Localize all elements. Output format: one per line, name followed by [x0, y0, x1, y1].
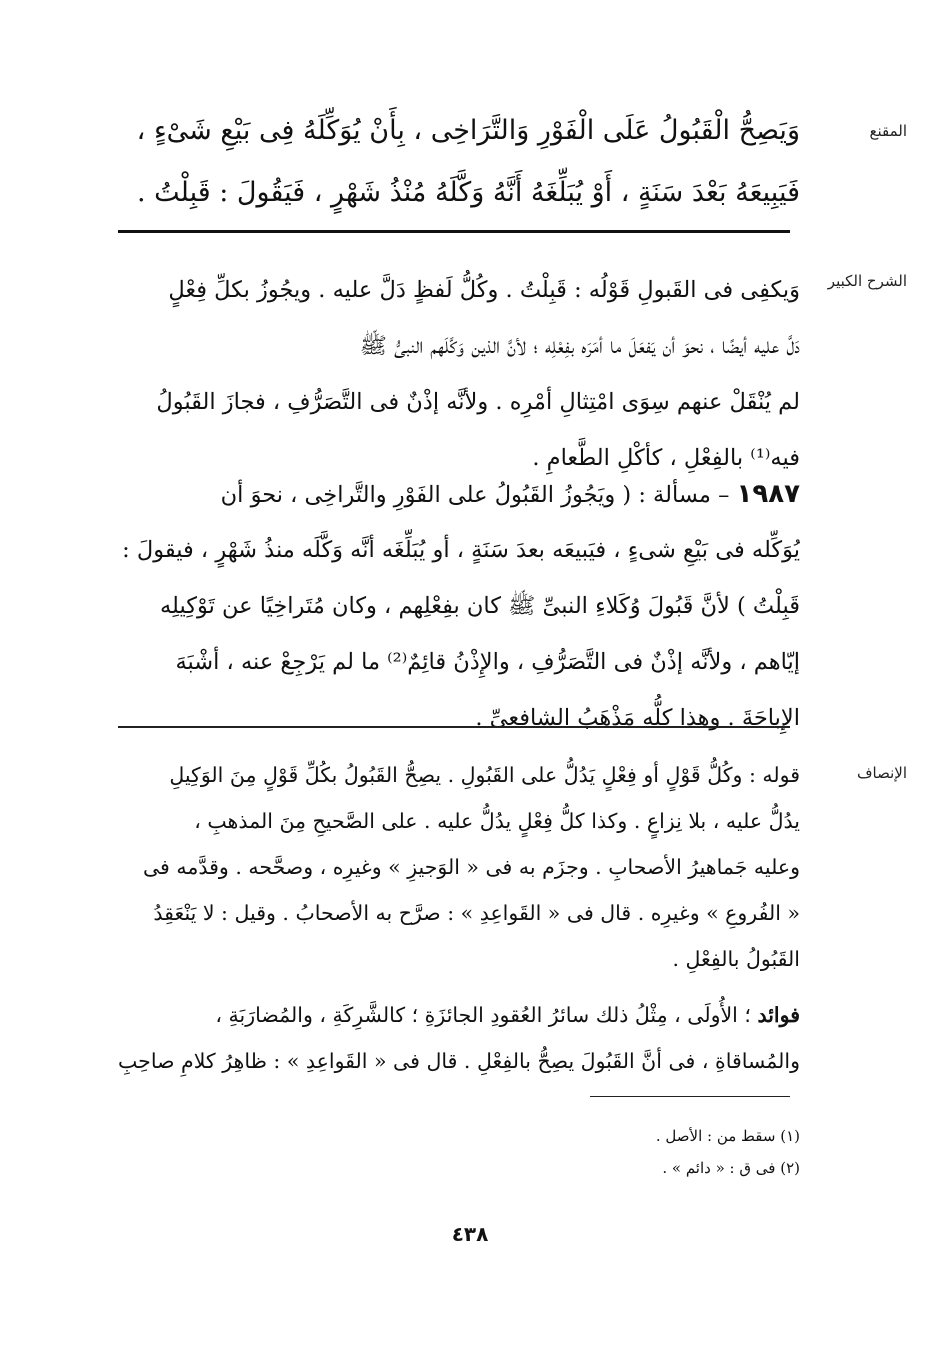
muqni-line-2: فَيَبِيعَهُ بَعْدَ سَنَةٍ ، أَوْ يُبَلِّغَهُ أَنَّهُ وَكَّلَهُ مُنْذُ شَهْرٍ ، فَيَقُولَ : قَبِلْتُ . [136, 177, 800, 208]
section-divider-thick [118, 230, 790, 233]
insaf-line-1: قوله : وكُلُّ قَوْلٍ أو فِعْلٍ يَدُلُّ على القَبُولِ . يصِحُّ القَبُولُ بكُلِّ قَوْلٍ مِنَ الوَكِيلِ [169, 763, 800, 787]
issue-line-2: يُوَكِّله فى بَيْعِ شىءٍ ، فيَبيعَه بعدَ سَنَةٍ ، أو يُبَلِّغَه أنَّه وَكَّلَه منذُ شَهْرٍ ، فيقولَ : [122, 537, 800, 563]
sharh-line-4: فيه⁽¹⁾ بالفِعْلِ ، كأكْلِ الطَّعامِ . [532, 445, 800, 471]
margin-label-sharh: الشرح الكبير [827, 272, 907, 290]
footnotes [560, 1120, 800, 1184]
insaf-text [110, 752, 800, 982]
fawaid-text [110, 992, 800, 1084]
issue-line-5: الإِباحَةَ . وهذا كلُّه مَذْهَبُ الشافعىِّ . [475, 705, 800, 731]
muqni-line-1: وَيَصِحُّ الْقَبُولُ عَلَى الْفَوْرِ وَالتَّرَاخِى ، بِأَنْ يُوَكِّلَهُ فِى بَيْعِ شَىْءٍ ، [136, 115, 800, 146]
issue-first-line: – مسألة : ( ويَجُوزُ القَبُولُ على الفَوْرِ والتَّراخِى ، نحوَ أن [220, 482, 730, 508]
issue-line-4: إيّاهم ، ولأنَّه إذْنٌ فى التَّصَرُّفِ ، والإِذْنُ قائِمٌ⁽²⁾ ما لم يَرْجِعْ عنه ، أشْبَهَ [175, 649, 800, 675]
page-number: ٤٣٨ [451, 1222, 489, 1246]
fawaid-heading: فوائد [757, 1003, 800, 1027]
issue-line-1 [110, 466, 800, 522]
sharh-line-3: لم يُنْقَلْ عنهم سِوَى امْتِثالِ أمْرِه . ولأنَّه إذْنٌ فى التَّصَرُّفِ ، فجازَ القَبُولُ [156, 389, 800, 415]
footnote-2: (٢) فى ق : « دائم » . [662, 1159, 800, 1177]
muqni-text [110, 100, 800, 224]
issue-line-3: قَبِلْتُ ) لأنَّ قَبُولَ وُكَلاءِ النبىِّ ﷺ كان بفِعْلِهم ، وكان مُتَراخِيًا عن تَوْكِيلِه [159, 593, 800, 619]
sharh-text [110, 262, 800, 486]
sharh-line-2: دَلَّ عليه أيضًا ، نحوَ أن يَفعَلَ ما أمَرَه بفِعْلِه ؛ لأنَّ الذين وَكَّلَهم النبىُّ ﷺ [359, 333, 800, 359]
fawaid-line-1 [110, 992, 800, 1038]
issue-text [110, 466, 800, 746]
footnote-divider [590, 1096, 790, 1097]
fawaid-line-2: والمُساقاةِ ، فى أنَّ القَبُولَ يصِحُّ بالفِعْلِ . قال فى « القَواعِدِ » : ظاهِرُ كلامِ صاحِبِ [118, 1049, 800, 1073]
section-divider-thin [118, 726, 790, 728]
insaf-line-5: القَبُولُ بالفِعْلِ . [672, 947, 800, 971]
footnote-1: (١) سقط من : الأصل . [655, 1127, 800, 1145]
insaf-line-4: « الفُروعِ » وغيرِه . قال فى « القَواعِدِ » : صرَّح به الأصحابُ . وقيل : لا يَنْعَقِدُ [153, 901, 800, 925]
insaf-line-3: وعليه جَماهيرُ الأصحابِ . وجزَم به فى « الوَجيزِ » وغيرِه ، وصحَّحه . وقدَّمه فى [142, 855, 800, 879]
insaf-line-2: يدُلُّ عليه ، بلا نِزاعٍ . وكذا كلُّ فِعْلٍ يدُلُّ عليه . على الصَّحيحِ مِنَ المذهبِ ، [194, 809, 800, 833]
margin-label-insaf: الإنصاف [856, 764, 907, 782]
margin-label-muqni: المقنع [869, 122, 907, 140]
sharh-line-1: وَيكفِى فى القَبولِ قَوْلُه : قَبِلْتُ . وكُلُّ لَفظٍ دَلَّ عليه . ويجُوزُ بكلِّ فِعْلٍ [168, 277, 800, 303]
fawaid-first-line: ؛ الأُولَى ، مِثْلُ ذلك سائرُ العُقودِ الجائزَةِ ؛ كالشَّرِكَةِ ، والمُضارَبَةِ ، [215, 1003, 751, 1027]
issue-number: ١٩٨٧ [736, 479, 800, 509]
